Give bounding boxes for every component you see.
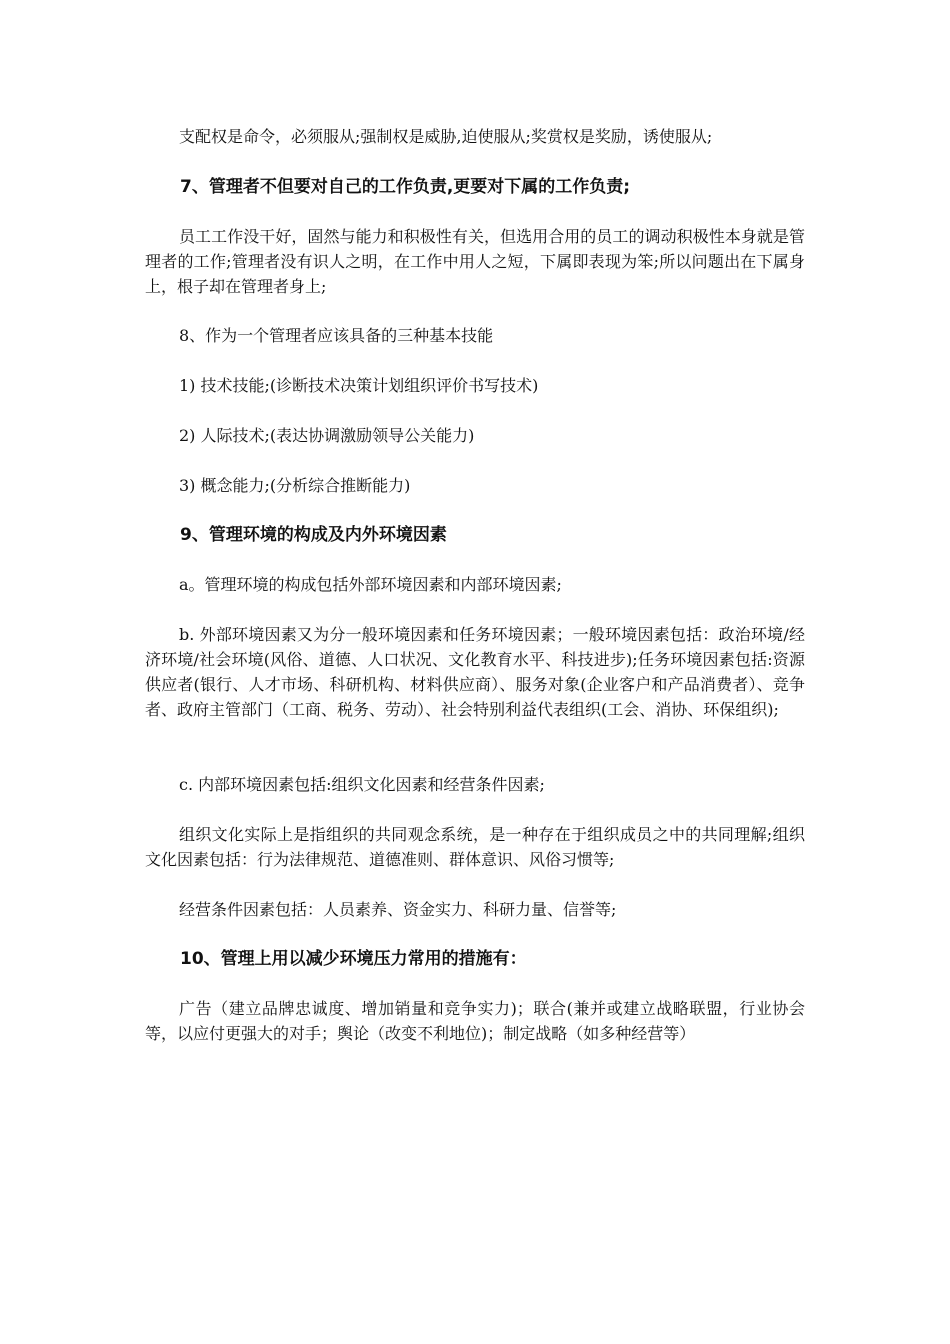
heading-9: 9、管理环境的构成及内外环境因素: [180, 525, 447, 545]
skill-item-1: 1) 技术技能;(诊断技术决策计划组织评价书写技术): [179, 376, 539, 395]
culture-paragraph: 组织文化实际上是指组织的共同观念系统，是一种存在于组织成员之中的共同理解;组织文化因素包括：行为法律规范、道德准则、群体意识、风俗习惯等;: [145, 825, 805, 869]
paragraph-10: 广告（建立品牌忠诚度、增加销量和竞争实力)；联合(兼并或建立战略联盟，行业协会等，以应付更强大的对手；舆论（改变不利地位)；制定战略（如多种经营等）: [145, 999, 805, 1043]
skill-item-3: 3) 概念能力;(分析综合推断能力): [179, 476, 411, 495]
heading-7: 7、管理者不但要对自己的工作负责,更要对下属的工作负责;: [180, 177, 631, 197]
paragraph-7: 员工工作没干好，固然与能力和积极性有关，但选用合用的员工的调动积极性本身就是管理者的工作;管理者没有识人之明，在工作中用人之短，下属即表现为笨;所以问题出在下属身上，根子却在管理者身上;: [145, 227, 805, 296]
business-conditions-paragraph: 经营条件因素包括：人员素养、资金实力、科研力量、信誉等;: [179, 900, 617, 919]
authority-paragraph: 支配权是命令，必须服从;强制权是威胁,迫使服从;奖赏权是奖励，诱使服从;: [179, 127, 713, 146]
heading-8: 8、作为一个管理者应该具备的三种基本技能: [179, 326, 494, 345]
heading-10: 10、管理上用以减少环境压力常用的措施有：: [180, 949, 527, 969]
paragraph-9c: c. 内部环境因素包括:组织文化因素和经营条件因素;: [179, 775, 545, 794]
skill-item-2: 2) 人际技术;(表达协调激励领导公关能力): [179, 426, 475, 445]
paragraph-9a: a。管理环境的构成包括外部环境因素和内部环境因素;: [179, 575, 562, 594]
paragraph-9b: b. 外部环境因素又为分一般环境因素和任务环境因素；一般环境因素包括：政治环境/经济环境/社会环境(风俗、道德、人口状况、文化教育水平、科技进步);任务环境因素包括:资源供应者(银行、人才市场、科研机构、材料供应商）、服务对象(企业客户和产品消费者）、竞争者、政府主管部门（工商、税务、劳动）、社会特别利益代表组织(工会、消协、环保组织);: [145, 625, 805, 719]
